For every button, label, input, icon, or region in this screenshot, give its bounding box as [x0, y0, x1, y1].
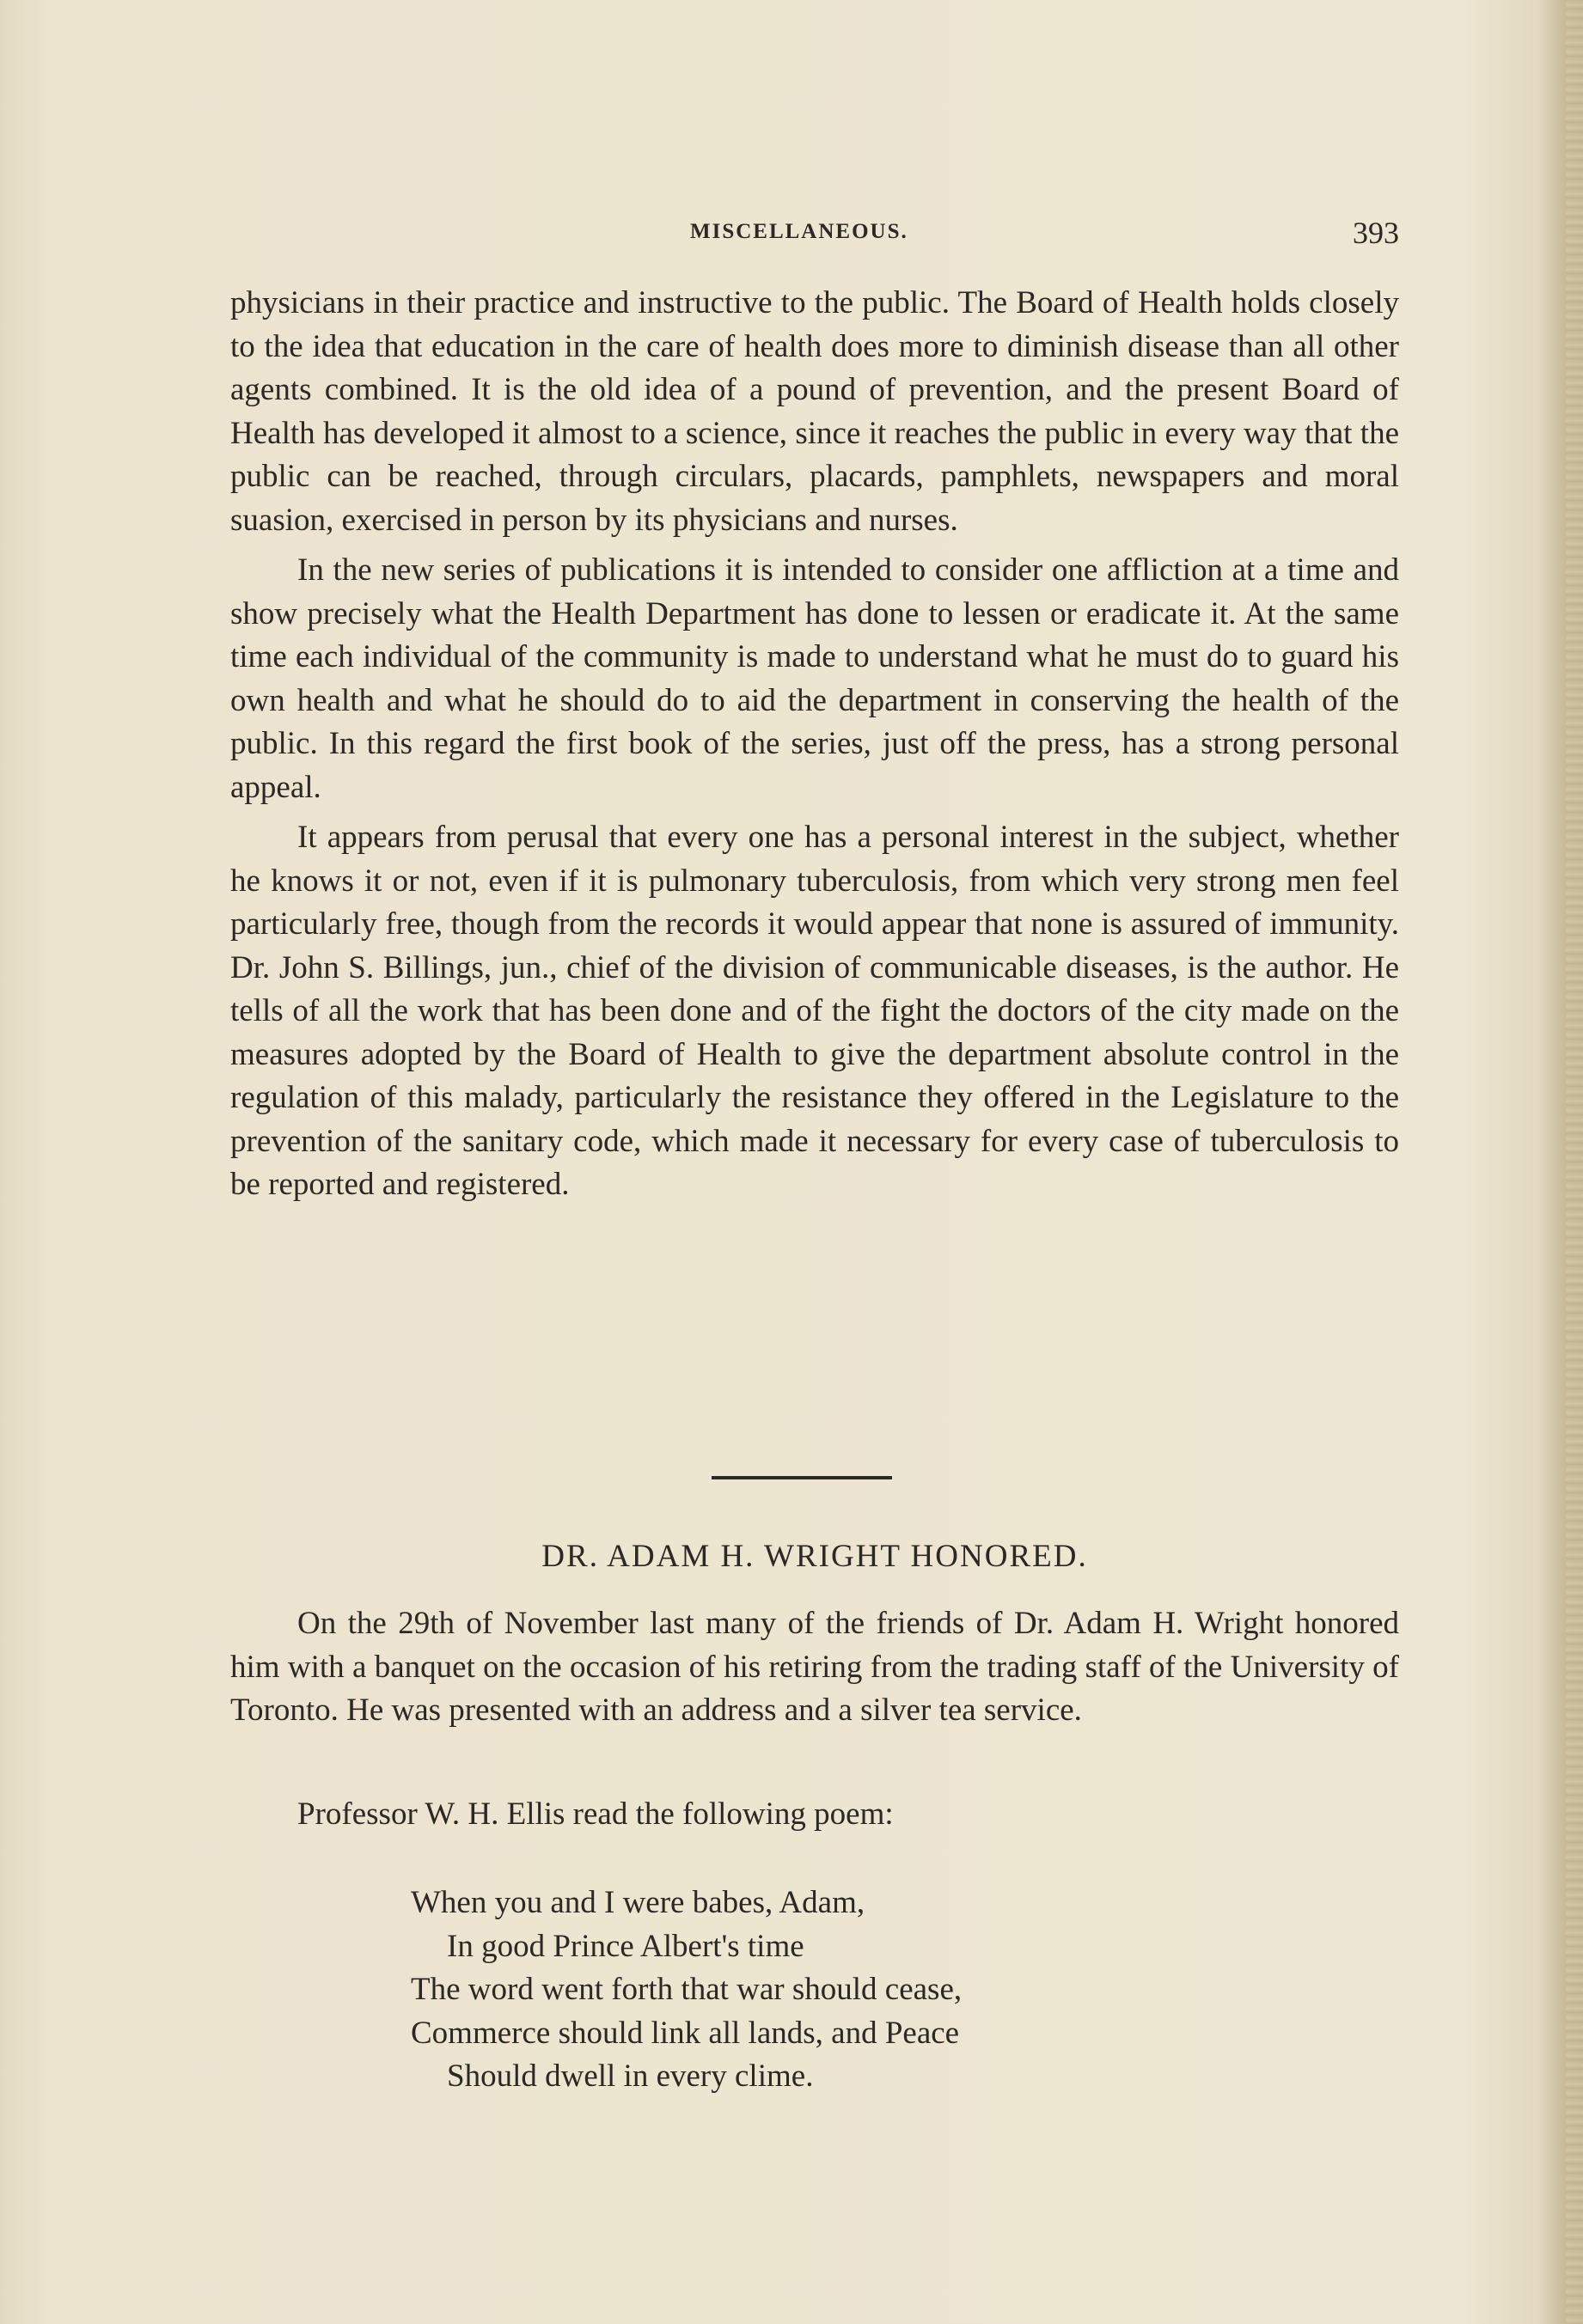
page-header: [230, 215, 1399, 258]
paragraph-1: physicians in their practice and instructive to the public. The Board of Health holds closely to the idea that education in the care of health does more to diminish disease than all other agents combined. It is the old idea of a pound of prevention, and the present Board of Health has developed it almost to a science, since it reaches the public in every way that the public can be reached, through circulars, placards, pamphlets, newspapers and moral suasion, exercised in person by its physicians and nurses.: [230, 285, 1399, 538]
page-edge: [1566, 0, 1583, 2324]
section-title: DR. ADAM H. WRIGHT HONORED.: [541, 1539, 1088, 1574]
paragraph-2: In the new series of publications it is intended to consider one affliction at a time and show precisely what the Health Department has done to lessen or eradicate it. At the same time each individual of the community is made to understand what he must do to guard his own health and what he should do to aid the department in conserving the health of the public. In this regard the first book of the series, just off the press, has a strong personal appeal.: [230, 552, 1399, 805]
poem-line: Should dwell in every clime.: [447, 2059, 814, 2094]
section-paragraph: On the 29th of November last many of the friends of Dr. Adam H. Wright honored him with a banquet on the occasion of his retiring from the trading staff of the University of Toronto. He was presented with an address and a silver tea service.: [230, 1606, 1399, 1728]
poem-intro: Professor W. H. Ellis read the following poem:: [297, 1796, 894, 1832]
poem-line: In good Prince Albert's time: [447, 1928, 804, 1964]
poem-line: When you and I were babes, Adam,: [411, 1885, 865, 1920]
poem-line: Commerce should link all lands, and Peace: [411, 2015, 960, 2051]
page-number: 393: [1353, 216, 1399, 250]
article-body: [230, 282, 1399, 1214]
section-divider: [712, 1476, 892, 1479]
running-head: MISCELLANEOUS.: [690, 220, 908, 243]
section-body: [230, 1602, 1399, 1740]
poem-line: The word went forth that war should cease,: [411, 1972, 963, 2007]
paragraph-3: It appears from perusal that every one has a personal interest in the subject, whether he knows it or not, even if it is pulmonary tuberculosis, from which very strong men feel particularly free, though from the records it would appear that none is assured of immunity. Dr. John S. Billings, jun., chief of the division of communicable diseases, is the author. He tells of all the work that has been done and of the fight the doctors of the city made on the measures adopted by the Board of Health to give the department absolute control in the regulation of this malady, particularly the resistance they offered in the Legislature to the prevention of the sanitary code, which made it necessary for every case of tuberculosis to be reported and registered.: [230, 820, 1399, 1202]
poem: [411, 1882, 962, 2099]
